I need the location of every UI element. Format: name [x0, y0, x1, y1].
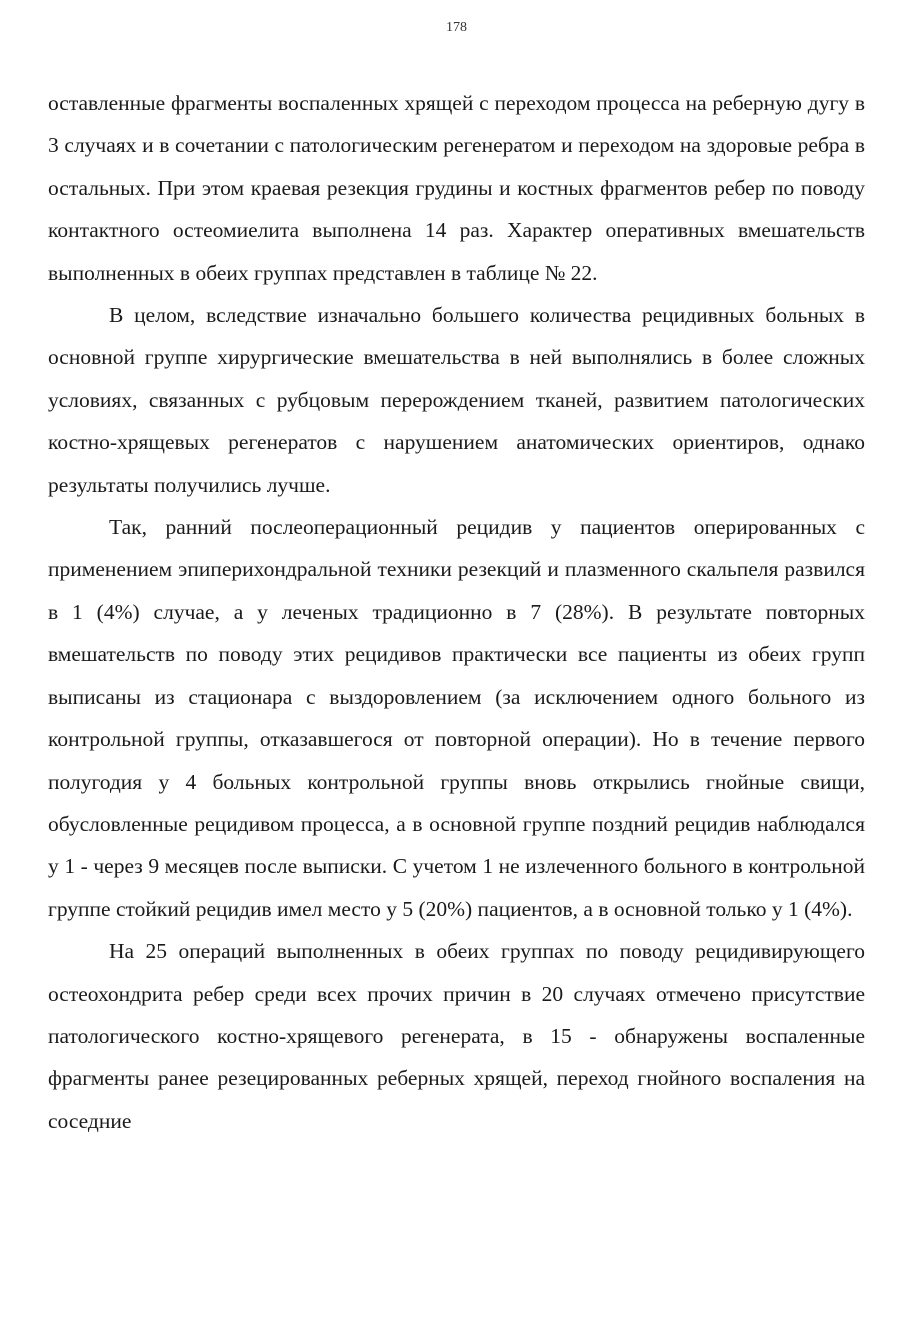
- paragraph-3: Так, ранний послеоперационный рецидив у пациентов оперированных с применением эпиперихондральной техники резекций и плазменного скальпеля развился в 1 (4%) случае, а у леченых традиционно в 7 (28%). В результате повторных вмешательств по поводу этих рецидивов практически все пациенты из обеих групп выписаны из стационара с выздоровлением (за исключением одного больного из контрольной группы, отказавшегося от повторной операции). Но в течение первого полугодия у 4 больных контрольной группы вновь открылись гнойные свищи, обусловленные рецидивом процесса, а в основной группе поздний рецидив наблюдался у 1 - через 9 месяцев после выписки. С учетом 1 не излеченного больного в контрольной группе стойкий рецидив имел место у 5 (20%) пациентов, а в основной только у 1 (4%).: [48, 515, 865, 921]
- page-number: 178: [446, 20, 467, 35]
- paragraph-1: оставленные фрагменты воспаленных хрящей с переходом процесса на реберную дугу в 3 случаях и в сочетании с патологическим регенератом и переходом на здоровые ребра в остальных. При этом краевая резекция грудины и костных фрагментов ребер по поводу контактного остеомиелита выполнена 14 раз. Характер оперативных вмешательств выполненных в обеих группах представлен в таблице № 22.: [48, 91, 865, 285]
- document-body: [48, 82, 865, 1133]
- paragraph-2: В целом, вследствие изначально большего количества рецидивных больных в основной группе хирургические вмешательства в ней выполнялись в более сложных условиях, связанных с рубцовым перерождением тканей, развитием патологических костно-хрящевых регенератов с нарушением анатомических ориентиров, однако результаты получились лучше.: [48, 303, 865, 497]
- paragraph-4: На 25 операций выполненных в обеих группах по поводу рецидивирующего остеохондрита ребер среди всех прочих причин в 20 случаях отмечено присутствие патологического костно-хрящевого регенерата, в 15 - обнаружены воспаленные фрагменты ранее резецированных реберных хрящей, переход гнойного воспаления на соседние: [48, 939, 865, 1133]
